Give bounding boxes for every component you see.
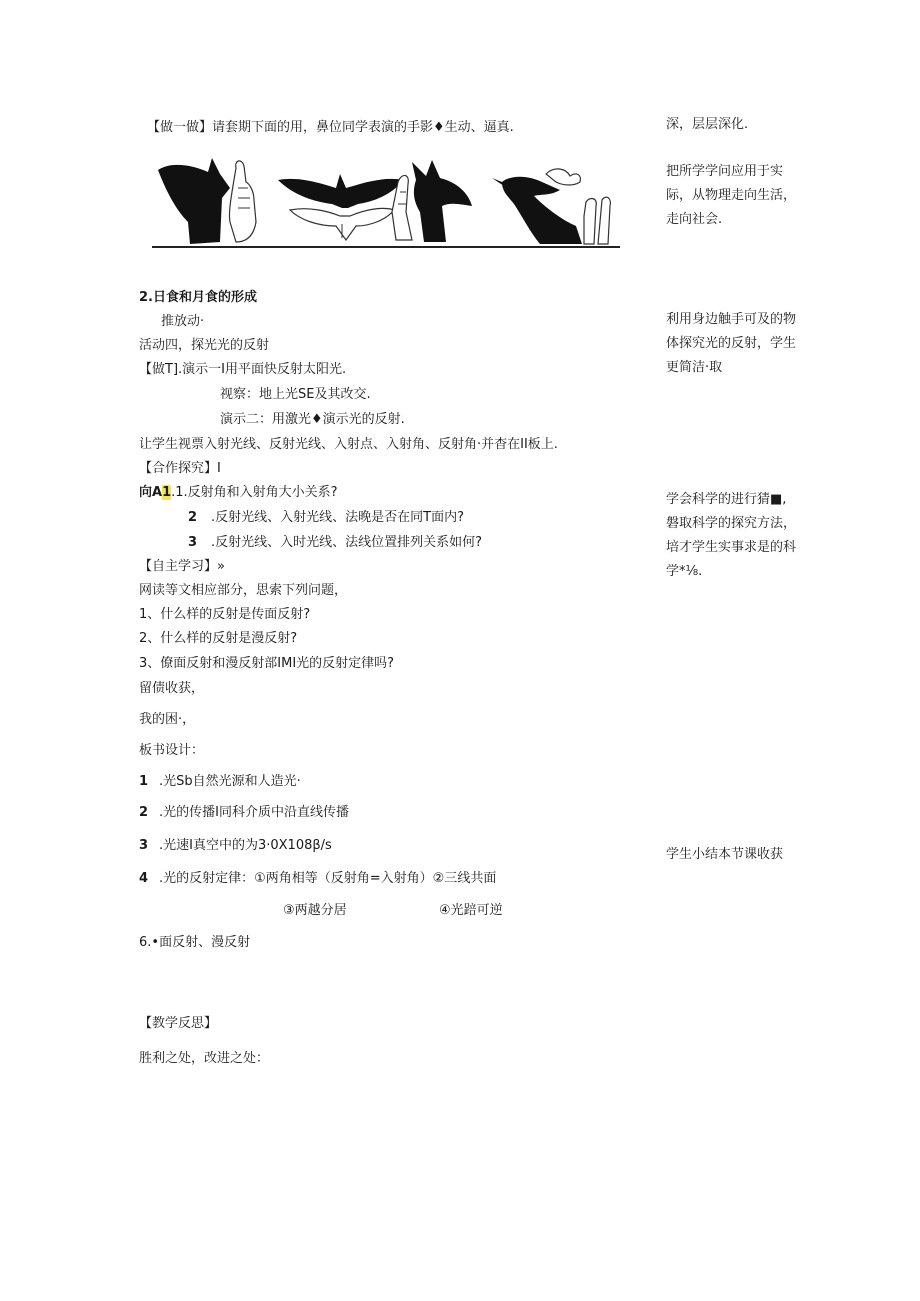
board-3-text: .光速I真空中的为3·0X108β/s xyxy=(159,838,332,853)
dog-shadow xyxy=(392,160,472,242)
board-2-number: 2 xyxy=(139,805,149,820)
board-4-clause-3: ③两越分居 xyxy=(283,903,347,918)
demo-2: 演示二：用激光♦演示光的反射. xyxy=(220,412,405,427)
question-3-text: .反射光线、入时光线、法线位置排列关系如何? xyxy=(211,535,483,550)
goose-shadow xyxy=(492,169,610,244)
board-4-text: .光的反射定律：①两角相等（反射角=入射角）②三线共面 xyxy=(159,871,497,886)
side-note-3: 利用身边触手可及的物体探究光的反射，学生更简洁·取 xyxy=(666,312,797,375)
question-2-text: .反射光线、入射光线、法晚是否在同T面内? xyxy=(211,510,464,525)
board-4-clause-4: ④光踣可逆 xyxy=(439,903,503,918)
confusion-line: 我的困·， xyxy=(139,712,196,727)
intro-text: 【做一做】请套期下面的用，鼻位同学表演的手影♦生动、逼真. xyxy=(147,120,514,135)
activity-4: 活动四，探光光的反射 xyxy=(139,338,270,353)
board-title: 板书设计： xyxy=(139,743,205,758)
reflection-text: 胜利之处，改进之处： xyxy=(139,1051,270,1066)
question-2-number: 2 xyxy=(188,510,198,525)
bird-shadow xyxy=(278,174,404,240)
self-study-q3: 3、僚面反射和漫反射部IMI光的反射定律吗? xyxy=(139,656,395,671)
self-study-q2: 2、什么样的反射是漫反射? xyxy=(139,631,298,646)
question-1-prefix: 向A xyxy=(139,485,163,500)
hand-shadow-illustration xyxy=(150,152,626,252)
section-2-title: 2.日食和月食的形成 xyxy=(139,290,257,305)
self-study-q1: 1、什么样的反射是传面反射? xyxy=(139,607,311,622)
board-4-number: 4 xyxy=(139,871,149,886)
demo-1: 【做T].演示一I用平面快反射太阳光. xyxy=(139,362,347,377)
board-1-number: 1 xyxy=(139,774,149,789)
board-2-text: .光的传播I同科介质中沿直线传播 xyxy=(159,805,349,820)
reflection-title: 【教学反思】 xyxy=(139,1016,218,1031)
harvest-line: 留债收获， xyxy=(139,681,205,696)
section-2-sub: 推放动· xyxy=(161,314,205,329)
question-3-number: 3 xyxy=(188,535,198,550)
board-6-text: 6.•面反射、漫反射 xyxy=(139,935,251,950)
observe-line: 视察：地上光SE及其改交. xyxy=(220,387,371,402)
question-1 xyxy=(139,484,338,502)
side-note-4: 学会科学的进行猜■,磐取科学的探究方法，培才学生实事求是的科学*⅛. xyxy=(666,492,797,579)
read-line: 网读等文相应部分，思索下列问题， xyxy=(139,583,348,598)
question-1-text: .1.反射角和入射角大小关系? xyxy=(171,485,338,500)
side-note-2: 把所学学问应用于实际，从物理走向生活，走向社会. xyxy=(666,164,797,227)
self-study-title: 【自主学习】» xyxy=(139,559,225,574)
rabbit-shadow xyxy=(158,158,256,244)
let-students-line: 让学生视票入射光线、反射光线、入射点、入射角、反射角·并杳在II板上. xyxy=(139,437,558,452)
side-note-5: 学生小结本节课收获 xyxy=(666,847,784,862)
board-1-text: .光Sb自然光源和人造光· xyxy=(159,774,301,789)
coop-title: 【合作探究】I xyxy=(139,461,221,476)
side-note-1: 深，层层深化. xyxy=(666,117,749,132)
board-3-number: 3 xyxy=(139,838,149,853)
question-1-highlight: 1 xyxy=(162,485,172,500)
